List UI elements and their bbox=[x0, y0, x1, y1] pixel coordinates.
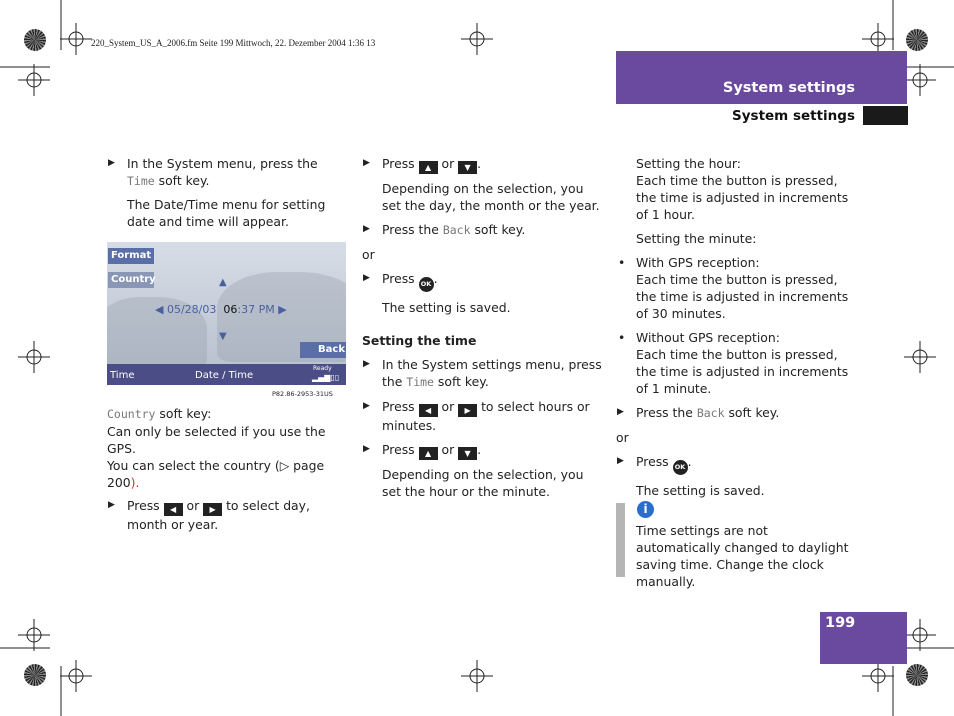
down-arrow-icon: ▼ bbox=[219, 331, 227, 342]
down-key-icon: ▼ bbox=[458, 161, 477, 174]
triangle-right-icon: ▶ bbox=[108, 158, 115, 168]
info-box-bar bbox=[616, 503, 625, 577]
triangle-right-icon: ▶ bbox=[363, 444, 370, 454]
instruction-step: ▶ Press the Back soft key. bbox=[617, 405, 780, 420]
instruction-step: ▶ Press ◀ or ▶ to select hours or minutes. bbox=[363, 399, 590, 433]
or-label: or bbox=[616, 430, 629, 445]
info-icon: i bbox=[637, 501, 654, 518]
file-info: 220_System_US_A_2006.fm Seite 199 Mittwoch, 22. Dezember 2004 1:36 13 bbox=[91, 38, 376, 48]
step-result: The Date/Time menu for setting date and time will appear. bbox=[127, 197, 326, 229]
ok-button-icon: OK bbox=[673, 460, 688, 475]
country-button[interactable]: Country bbox=[108, 272, 154, 288]
down-key-icon: ▼ bbox=[458, 447, 477, 460]
or-label: or bbox=[362, 247, 375, 262]
triangle-right-icon: ▶ bbox=[363, 273, 370, 283]
section-title: System settings bbox=[722, 80, 855, 96]
step-result: The setting is saved. bbox=[382, 300, 511, 315]
step-result: Depending on the selection, you set the hour or the minute. bbox=[382, 467, 584, 499]
triangle-right-icon: ▶ bbox=[363, 158, 370, 168]
triangle-right-icon: ▶ bbox=[108, 500, 115, 510]
page-reference-link[interactable]: page 200 bbox=[107, 458, 325, 490]
figure-code: P82.86-2953-31US bbox=[272, 390, 333, 398]
bullet-dot: • bbox=[618, 330, 626, 345]
bullet-dot: • bbox=[618, 255, 626, 270]
up-arrow-icon: ▲ bbox=[219, 277, 227, 288]
section-subtitle: System settings bbox=[732, 108, 855, 124]
subsection-heading: Setting the time bbox=[362, 333, 477, 348]
step-result: The setting is saved. bbox=[636, 483, 765, 498]
column-2 bbox=[362, 155, 602, 500]
back-button[interactable]: Back bbox=[300, 342, 346, 358]
left-key-icon: ◀ bbox=[419, 404, 438, 417]
datetime-display: ◀ 05/28/03 06:37 PM ▶ bbox=[155, 303, 287, 316]
column-3: Setting the hour: Each time the button is pressed, the time is adjusted in increments of 1 hour. Setting the minute: • With GPS reception: Each time the button is pressed, the time is adjusted in increments of 30 minutes. • Without GPS reception: Each time the button is pressed, the time is adjusted in increments of 1 minute. ▶ Press the Back soft key. or ▶ Press OK . The setting is saved. bbox=[616, 155, 856, 499]
instruction-step: ▶ Press OK . bbox=[362, 270, 602, 292]
header-band bbox=[616, 51, 907, 104]
column-1 bbox=[107, 155, 347, 230]
right-arrow-icon: ▶ bbox=[278, 303, 287, 316]
instruction-step: ▶ In the System menu, press the Time soft key. bbox=[108, 156, 318, 188]
triangle-right-icon: ▶ bbox=[363, 359, 370, 369]
instruction-step: ▶ Press ▲ or ▼ . bbox=[363, 156, 482, 172]
instruction-step: ▶ Press the Back soft key. bbox=[363, 222, 526, 237]
status-bar: Time Date / Time Ready ▂▄▆▯▯ bbox=[107, 364, 346, 385]
triangle-right-icon: ▶ bbox=[363, 224, 370, 234]
left-key-icon: ◀ bbox=[164, 503, 183, 516]
instruction-step: ▶ In the System settings menu, press the Time soft key. bbox=[363, 357, 602, 389]
registration-disc bbox=[906, 664, 928, 686]
column-1-lower: Country soft key: Can only be selected if you use the GPS. You can select the country (▷ page 200). ▶ Press ◀ or ▶ to select day, month or year. bbox=[107, 405, 347, 533]
registration-disc bbox=[24, 664, 46, 686]
right-key-icon: ▶ bbox=[458, 404, 477, 417]
left-arrow-icon: ◀ bbox=[155, 303, 164, 316]
bullet-item: • With GPS reception: Each time the button is pressed, the time is adjusted in increments of 30 minutes. bbox=[618, 255, 849, 321]
up-key-icon: ▲ bbox=[419, 161, 438, 174]
bullet-item: • Without GPS reception: Each time the button is pressed, the time is adjusted in increments of 1 minute. bbox=[618, 330, 849, 396]
instruction-step: ▶ Press OK . bbox=[616, 453, 856, 475]
triangle-right-icon: ▶ bbox=[617, 407, 624, 417]
ok-button-icon: OK bbox=[419, 277, 434, 292]
registration-disc bbox=[24, 29, 46, 51]
triangle-right-icon: ▶ bbox=[617, 456, 624, 466]
right-key-icon: ▶ bbox=[203, 503, 222, 516]
up-key-icon: ▲ bbox=[419, 447, 438, 460]
registration-disc bbox=[906, 29, 928, 51]
triangle-right-icon: ▶ bbox=[363, 401, 370, 411]
format-button[interactable]: Format bbox=[108, 248, 154, 264]
signal-icon: ▂▄▆▯▯ bbox=[312, 373, 340, 382]
step-result: Depending on the selection, you set the day, the month or the year. bbox=[382, 181, 600, 213]
instruction-step: ▶ Press ◀ or ▶ to select day, month or year. bbox=[108, 498, 310, 532]
instruction-step: ▶ Press ▲ or ▼ . bbox=[363, 442, 482, 458]
navigation-screen bbox=[107, 242, 346, 385]
header-tab bbox=[863, 106, 908, 125]
info-text: Time settings are not automatically changed to daylight saving time. Change the clock manually. bbox=[636, 523, 849, 589]
page-ref-arrow-icon: ▷ bbox=[279, 458, 290, 473]
page-number: 199 bbox=[825, 615, 856, 631]
